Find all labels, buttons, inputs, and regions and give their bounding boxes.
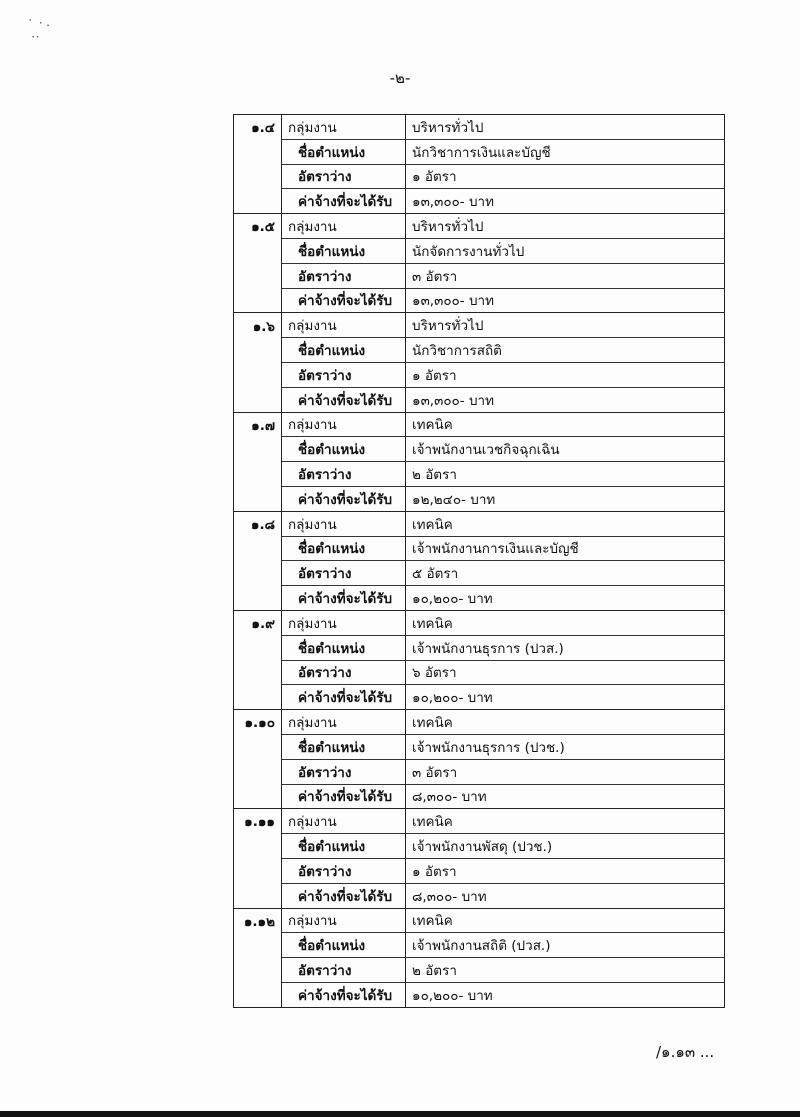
table-row: [234, 214, 725, 239]
table-row: [234, 164, 725, 189]
group-value: บริหารทั่วไป: [406, 115, 725, 140]
table-row: [234, 511, 725, 536]
vacancies-value: ๑ อัตรา: [406, 164, 725, 189]
vacancies-value: ๒ อัตรา: [406, 958, 725, 983]
table-row: [234, 586, 725, 611]
vacancies-label: อัตราว่าง: [282, 759, 406, 784]
position-label: ชื่อตำแหน่ง: [282, 834, 406, 859]
wage-label: ค่าจ้างที่จะได้รับ: [282, 685, 406, 710]
table-row: [234, 362, 725, 387]
empty-cell: [234, 834, 282, 859]
empty-cell: [234, 858, 282, 883]
entry-number: ๑.๘: [234, 511, 282, 536]
group-label: กลุ่มงาน: [282, 710, 406, 735]
empty-cell: [234, 362, 282, 387]
vacancies-value: ๑ อัตรา: [406, 362, 725, 387]
table-row: [234, 387, 725, 412]
position-value: นักวิชาการสถิติ: [406, 338, 725, 363]
vacancies-label: อัตราว่าง: [282, 958, 406, 983]
table-row: [234, 734, 725, 759]
table-row: [234, 710, 725, 735]
table-row: [234, 933, 725, 958]
empty-cell: [234, 238, 282, 263]
entry-number: ๑.๕: [234, 214, 282, 239]
empty-cell: [234, 982, 282, 1007]
position-value: เจ้าพนักงานสถิติ (ปวส.): [406, 933, 725, 958]
wage-value: ๑๐,๒๐๐- บาท: [406, 982, 725, 1007]
wage-value: ๑๓,๓๐๐- บาท: [406, 189, 725, 214]
wage-value: ๑๐,๒๐๐- บาท: [406, 586, 725, 611]
table-row: [234, 908, 725, 933]
vacancies-value: ๓ อัตรา: [406, 759, 725, 784]
group-label: กลุ่มงาน: [282, 511, 406, 536]
empty-cell: [234, 958, 282, 983]
empty-cell: [234, 189, 282, 214]
empty-cell: [234, 586, 282, 611]
empty-cell: [234, 660, 282, 685]
position-label: ชื่อตำแหน่ง: [282, 338, 406, 363]
entry-number: ๑.๑๒: [234, 908, 282, 933]
group-label: กลุ่มงาน: [282, 908, 406, 933]
scan-specks: ⠁ ⠂⠄ ⠐⠂: [28, 19, 54, 44]
vacancies-label: อัตราว่าง: [282, 561, 406, 586]
table-row: [234, 486, 725, 511]
wage-label: ค่าจ้างที่จะได้รับ: [282, 883, 406, 908]
table-row: [234, 313, 725, 338]
table-row: [234, 660, 725, 685]
position-label: ชื่อตำแหน่ง: [282, 437, 406, 462]
position-value: เจ้าพนักงานเวชกิจฉุกเฉิน: [406, 437, 725, 462]
vacancies-value: ๕ อัตรา: [406, 561, 725, 586]
empty-cell: [234, 288, 282, 313]
empty-cell: [234, 685, 282, 710]
entry-number: ๑.๙: [234, 610, 282, 635]
wage-label: ค่าจ้างที่จะได้รับ: [282, 387, 406, 412]
wage-value: ๘,๓๐๐- บาท: [406, 784, 725, 809]
entry-number: ๑.๔: [234, 115, 282, 140]
empty-cell: [234, 338, 282, 363]
group-label: กลุ่มงาน: [282, 214, 406, 239]
position-label: ชื่อตำแหน่ง: [282, 933, 406, 958]
empty-cell: [234, 883, 282, 908]
entry-number: ๑.๑๑: [234, 809, 282, 834]
empty-cell: [234, 635, 282, 660]
empty-cell: [234, 486, 282, 511]
table-row: [234, 139, 725, 164]
empty-cell: [234, 164, 282, 189]
vacancies-label: อัตราว่าง: [282, 164, 406, 189]
position-value: นักจัดการงานทั่วไป: [406, 238, 725, 263]
empty-cell: [234, 561, 282, 586]
empty-cell: [234, 139, 282, 164]
group-label: กลุ่มงาน: [282, 115, 406, 140]
vacancies-value: ๖ อัตรา: [406, 660, 725, 685]
position-label: ชื่อตำแหน่ง: [282, 139, 406, 164]
position-value: เจ้าพนักงานธุรการ (ปวส.): [406, 635, 725, 660]
empty-cell: [234, 536, 282, 561]
group-value: บริหารทั่วไป: [406, 313, 725, 338]
group-value: เทคนิค: [406, 511, 725, 536]
group-label: กลุ่มงาน: [282, 412, 406, 437]
position-value: เจ้าพนักงานธุรการ (ปวช.): [406, 734, 725, 759]
position-label: ชื่อตำแหน่ง: [282, 635, 406, 660]
group-value: เทคนิค: [406, 908, 725, 933]
position-table: [233, 114, 725, 1008]
empty-cell: [234, 784, 282, 809]
vacancies-value: ๓ อัตรา: [406, 263, 725, 288]
group-label: กลุ่มงาน: [282, 809, 406, 834]
empty-cell: [234, 387, 282, 412]
entry-number: ๑.๑๐: [234, 710, 282, 735]
wage-value: ๑๓,๓๐๐- บาท: [406, 387, 725, 412]
position-value: เจ้าพนักงานพัสดุ (ปวช.): [406, 834, 725, 859]
entry-number: ๑.๖: [234, 313, 282, 338]
table-row: [234, 412, 725, 437]
table-row: [234, 635, 725, 660]
vacancies-label: อัตราว่าง: [282, 660, 406, 685]
wage-label: ค่าจ้างที่จะได้รับ: [282, 486, 406, 511]
vacancies-label: อัตราว่าง: [282, 362, 406, 387]
table-row: [234, 883, 725, 908]
wage-value: ๑๐,๒๐๐- บาท: [406, 685, 725, 710]
table-row: [234, 809, 725, 834]
wage-label: ค่าจ้างที่จะได้รับ: [282, 784, 406, 809]
wage-label: ค่าจ้างที่จะได้รับ: [282, 586, 406, 611]
table-row: [234, 759, 725, 784]
entry-number: ๑.๗: [234, 412, 282, 437]
page-number: -๒-: [389, 69, 411, 87]
vacancies-label: อัตราว่าง: [282, 858, 406, 883]
table-row: [234, 437, 725, 462]
empty-cell: [234, 263, 282, 288]
wage-label: ค่าจ้างที่จะได้รับ: [282, 288, 406, 313]
table-row: [234, 263, 725, 288]
position-label: ชื่อตำแหน่ง: [282, 238, 406, 263]
empty-cell: [234, 462, 282, 487]
continuation-ref: /๑.๑๓ ...: [656, 1043, 715, 1061]
table-row: [234, 561, 725, 586]
table-row: [234, 338, 725, 363]
position-value: เจ้าพนักงานการเงินและบัญชี: [406, 536, 725, 561]
scan-edge: [0, 1111, 800, 1117]
table-row: [234, 462, 725, 487]
wage-value: ๑๓,๓๐๐- บาท: [406, 288, 725, 313]
table-row: [234, 858, 725, 883]
group-label: กลุ่มงาน: [282, 313, 406, 338]
wage-value: ๘,๓๐๐- บาท: [406, 883, 725, 908]
group-value: เทคนิค: [406, 412, 725, 437]
empty-cell: [234, 734, 282, 759]
wage-label: ค่าจ้างที่จะได้รับ: [282, 982, 406, 1007]
vacancies-label: อัตราว่าง: [282, 462, 406, 487]
table-row: [234, 685, 725, 710]
group-label: กลุ่มงาน: [282, 610, 406, 635]
wage-value: ๑๒,๒๔๐- บาท: [406, 486, 725, 511]
table-row: [234, 982, 725, 1007]
table-row: [234, 834, 725, 859]
wage-label: ค่าจ้างที่จะได้รับ: [282, 189, 406, 214]
empty-cell: [234, 759, 282, 784]
table-row: [234, 288, 725, 313]
group-value: บริหารทั่วไป: [406, 214, 725, 239]
table-row: [234, 958, 725, 983]
group-value: เทคนิค: [406, 610, 725, 635]
table-row: [234, 189, 725, 214]
vacancies-label: อัตราว่าง: [282, 263, 406, 288]
vacancies-value: ๒ อัตรา: [406, 462, 725, 487]
empty-cell: [234, 933, 282, 958]
group-value: เทคนิค: [406, 710, 725, 735]
table-row: [234, 784, 725, 809]
position-value: นักวิชาการเงินและบัญชี: [406, 139, 725, 164]
vacancies-value: ๑ อัตรา: [406, 858, 725, 883]
group-value: เทคนิค: [406, 809, 725, 834]
empty-cell: [234, 437, 282, 462]
table-row: [234, 115, 725, 140]
table-row: [234, 238, 725, 263]
table-row: [234, 610, 725, 635]
position-label: ชื่อตำแหน่ง: [282, 734, 406, 759]
table-row: [234, 536, 725, 561]
position-label: ชื่อตำแหน่ง: [282, 536, 406, 561]
